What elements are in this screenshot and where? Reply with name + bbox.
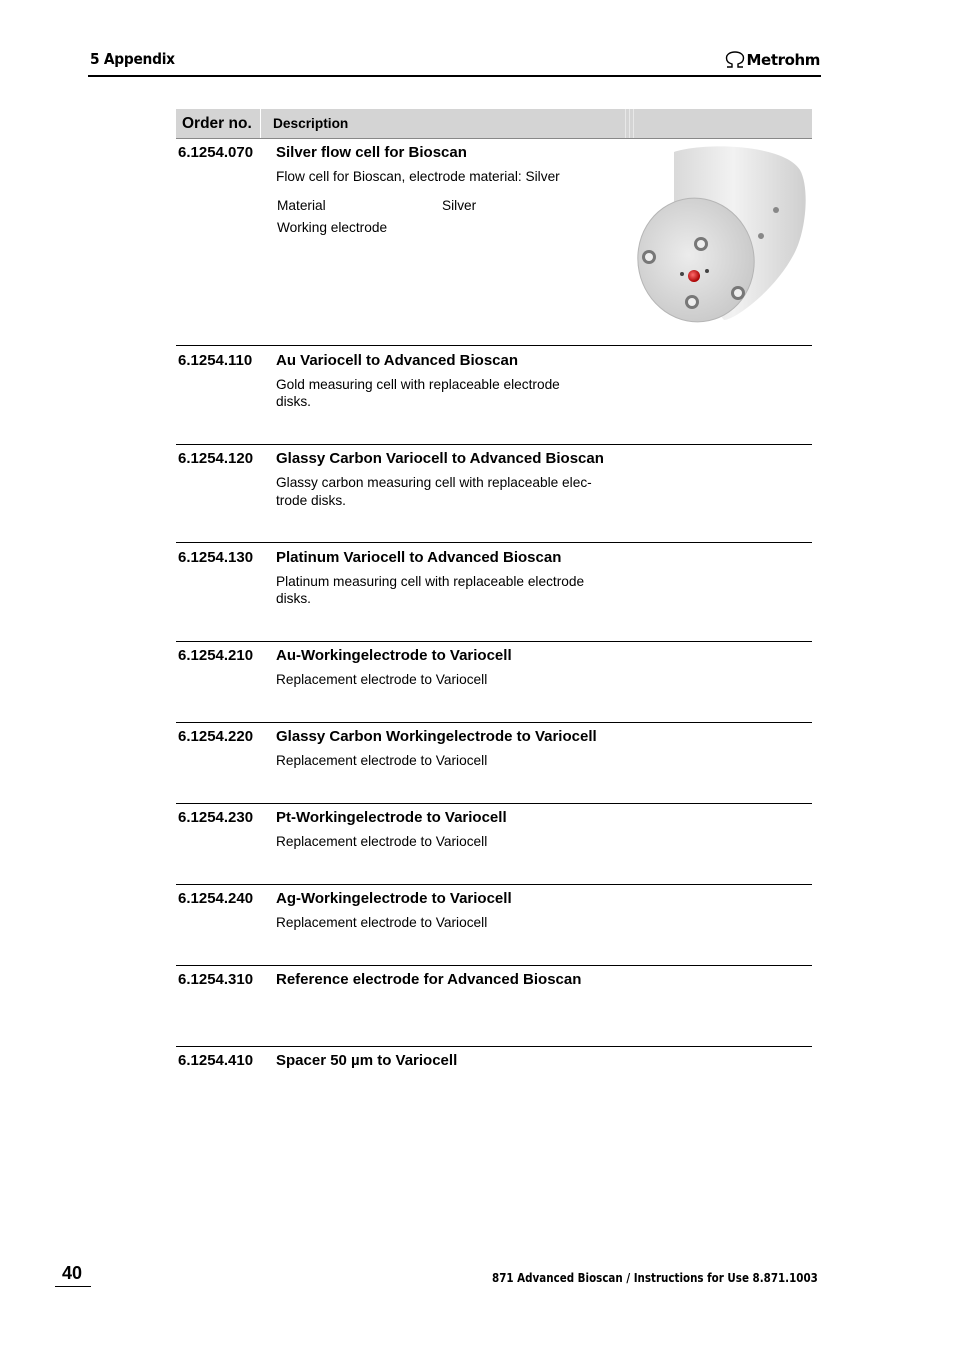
row-divider <box>176 884 812 885</box>
product-description-line: Gold measuring cell with replaceable electrode <box>276 377 560 392</box>
page-number-rule <box>55 1286 91 1287</box>
table-header <box>176 109 812 139</box>
brand-logo <box>724 51 820 69</box>
product-description: Replacement electrode to Variocell <box>276 672 488 687</box>
product-title: Spacer 50 µm to Variocell <box>276 1052 458 1069</box>
product-description: Replacement electrode to Variocell <box>276 753 488 768</box>
product-description: Replacement electrode to Variocell <box>276 834 488 849</box>
product-description-line: disks. <box>276 591 311 606</box>
row-divider <box>176 965 812 966</box>
product-description-line: Glassy carbon measuring cell with replaceable elec- <box>276 475 592 490</box>
order-number: 6.1254.230 <box>178 809 254 826</box>
row-divider <box>176 722 812 723</box>
brand-name: Metrohm <box>746 51 820 69</box>
column-header-order: Order no. <box>182 115 252 132</box>
product-title: Au Variocell to Advanced Bioscan <box>276 352 519 369</box>
row-divider <box>176 542 812 543</box>
product-title: Au-Workingelectrode to Variocell <box>276 647 512 664</box>
section-title: 5 Appendix <box>90 50 175 68</box>
property-label: Working electrode <box>277 220 388 235</box>
order-number: 6.1254.070 <box>178 144 254 161</box>
product-description-line: Platinum measuring cell with replaceable electrode <box>276 574 585 589</box>
order-number: 6.1254.240 <box>178 890 254 907</box>
product-title: Silver flow cell for Bioscan <box>276 144 467 161</box>
product-title: Glassy Carbon Variocell to Advanced Bioscan <box>276 450 604 467</box>
row-divider <box>176 345 812 346</box>
row-divider <box>176 1046 812 1047</box>
column-separator <box>260 109 261 138</box>
order-number: 6.1254.220 <box>178 728 254 745</box>
product-description-line: disks. <box>276 394 311 409</box>
product-title: Pt-Workingelectrode to Variocell <box>276 809 507 826</box>
header-decoration <box>633 109 634 138</box>
product-title: Reference electrode for Advanced Bioscan <box>276 971 582 988</box>
flow-cell-image <box>634 142 810 324</box>
page-number: 40 <box>62 1263 83 1283</box>
product-description: Replacement electrode to Variocell <box>276 915 488 930</box>
header-decoration <box>629 109 630 138</box>
header-decoration <box>625 109 626 138</box>
order-number: 6.1254.120 <box>178 450 254 467</box>
omega-icon <box>724 51 746 69</box>
order-number: 6.1254.110 <box>178 352 253 369</box>
order-number: 6.1254.310 <box>178 971 254 988</box>
product-title: Ag-Workingelectrode to Variocell <box>276 890 512 907</box>
document-reference: 871 Advanced Bioscan / Instructions for Use 8.871.1003 <box>492 1271 818 1285</box>
column-header-description: Description <box>273 116 349 131</box>
row-divider <box>176 803 812 804</box>
order-number: 6.1254.410 <box>178 1052 254 1069</box>
property-value: Silver <box>442 198 477 213</box>
row-divider <box>176 641 812 642</box>
row-divider <box>176 444 812 445</box>
product-description-line: trode disks. <box>276 493 346 508</box>
product-title: Glassy Carbon Workingelectrode to Variocell <box>276 728 597 745</box>
order-number: 6.1254.130 <box>178 549 254 566</box>
property-label: Material <box>277 198 326 213</box>
product-description: Flow cell for Bioscan, electrode material: Silver <box>276 169 560 184</box>
product-title: Platinum Variocell to Advanced Bioscan <box>276 549 562 566</box>
header-rule <box>88 75 821 77</box>
order-number: 6.1254.210 <box>178 647 254 664</box>
